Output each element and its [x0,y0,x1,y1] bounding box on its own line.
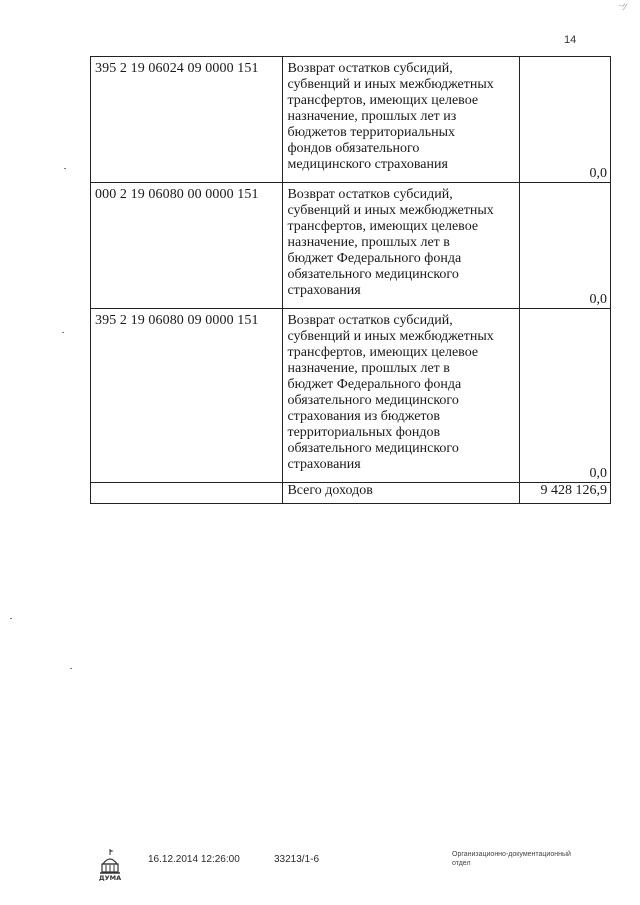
table-row [91,309,611,483]
timestamp: 16.12.2014 12:26:00 [148,854,240,865]
name-line: фондов обязательного [287,141,420,156]
name-line: Возврат остатков субсидий, [287,313,453,328]
name-line: обязательного медицинского [287,441,459,456]
name-line: трансфертов, имеющих целевое [287,93,479,108]
total-code [91,483,283,504]
name-line: трансфертов, имеющих целевое [287,345,479,360]
budget-code: 395 2 19 06024 09 0000 151 [91,57,283,183]
amount: 0,0 [520,183,611,309]
revenue-name [283,57,520,183]
department-line: Организационно-документационный [452,851,571,858]
name-line: Возврат остатков субсидий, [287,187,453,202]
amount: 0,0 [520,309,611,483]
scan-corner-mark: ⁻ᐟ⁄ [618,3,626,13]
scan-speck [10,618,12,619]
document-footer [0,848,640,888]
name-line: трансфертов, имеющих целевое [287,219,479,234]
total-amount: 9 428 126,9 [520,483,611,504]
total-label: Всего доходов [283,483,520,504]
name-line: медицинского страхования [287,157,448,172]
budget-code: 000 2 19 06080 00 0000 151 [91,183,283,309]
revenue-name [283,183,520,309]
name-line: страхования [287,283,361,298]
name-line: субвенций и иных межбюджетных [287,77,494,92]
duma-logo-icon [98,848,122,882]
name-line: назначение, прошлых лет в [287,235,450,250]
department-label [452,850,571,868]
total-row [91,483,611,504]
revenue-name [283,309,520,483]
name-line: назначение, прошлых лет в [287,361,450,376]
name-line: назначение, прошлых лет из [287,109,457,124]
name-line: территориальных фондов [287,425,441,440]
registration-number: 33213/1-6 [274,854,320,865]
name-line: Возврат остатков субсидий, [287,61,453,76]
scan-speck [62,332,64,333]
logo-text: ДУМА [98,874,122,882]
name-line: бюджет Федерального фонда [287,377,462,392]
name-line: страхования [287,457,361,472]
name-line: обязательного медицинского [287,393,459,408]
name-line: субвенций и иных межбюджетных [287,203,494,218]
name-line: бюджетов территориальных [287,125,456,140]
table-row [91,183,611,309]
revenue-table [90,56,611,504]
scan-speck [64,168,66,169]
department-line: отдел [452,860,471,867]
name-line: бюджет Федерального фонда [287,251,462,266]
amount: 0,0 [520,57,611,183]
table-row [91,57,611,183]
name-line: обязательного медицинского [287,267,459,282]
name-line: страхования из бюджетов [287,409,440,424]
budget-code: 395 2 19 06080 09 0000 151 [91,309,283,483]
scan-speck [70,668,72,669]
page-number: 14 [564,34,577,46]
name-line: субвенций и иных межбюджетных [287,329,494,344]
